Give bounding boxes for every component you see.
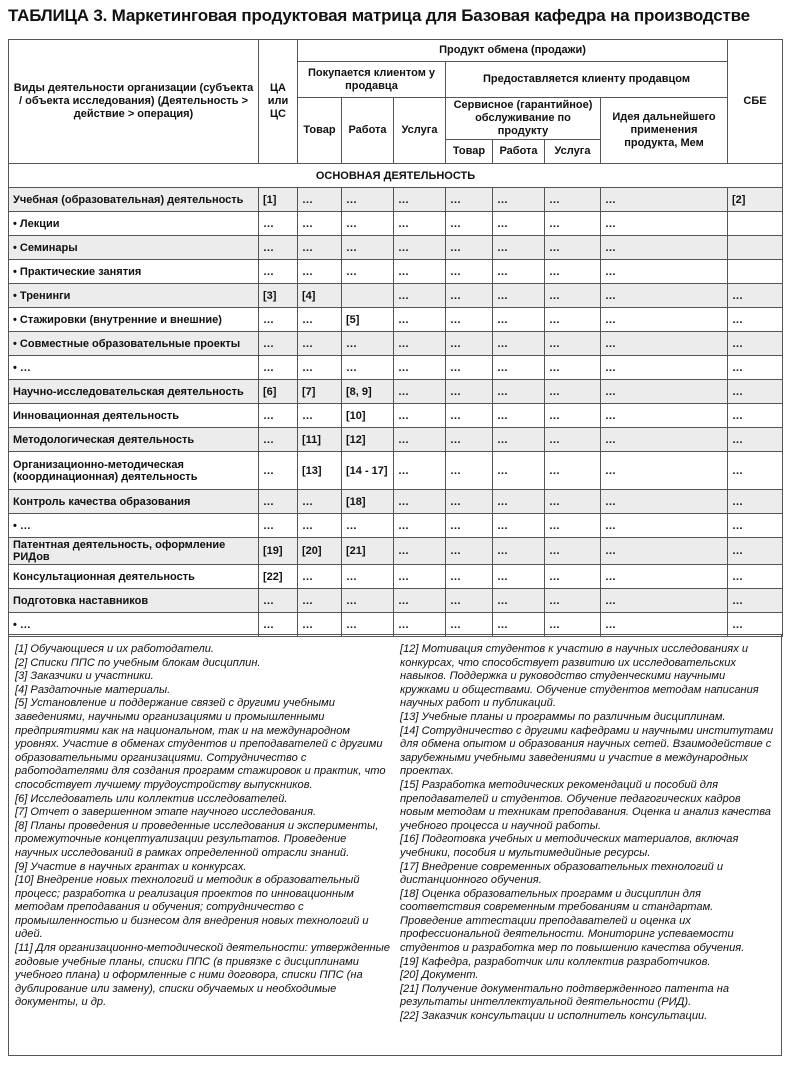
cell-work-2: … xyxy=(493,332,545,356)
cell-service: … xyxy=(394,538,446,565)
cell-service-2: … xyxy=(545,236,601,260)
cell-work: [12] xyxy=(342,428,394,452)
footnote: [5] Установление и поддержание связей с другими учебными заведениями, научными организациями и промышленными предприятиями как на национальном, так и на международном уровнях. Участие в обменах студентов и преподавателей с другими образовательными организациями. Сотрудничество с работодателями для создания программ стажировок и практик, что способствует лучшему трудоустройству выпускников. xyxy=(15,697,386,791)
cell-sbe: … xyxy=(728,332,783,356)
footnote: [21] Получение документально подтвержденного патента на результаты интеллектуальной деятельности (РИД). xyxy=(400,982,729,1009)
footnote: [12] Мотивация студентов к участию в научных исследованиях и конкурсах, что способствует развитию их исследовательских навыков. Поддержка и руководство студенческими научными кружками и обществами. Обучение студентов методам написания научных работ и публикаций. xyxy=(400,643,759,710)
cell-idea: … xyxy=(601,188,728,212)
cell-service: … xyxy=(394,404,446,428)
cell-ca: [6] xyxy=(259,380,298,404)
cell-idea: … xyxy=(601,260,728,284)
cell-idea: … xyxy=(601,613,728,637)
cell-work-2: … xyxy=(493,188,545,212)
activity-label: Патентная деятельность, оформление РИДов xyxy=(9,538,259,565)
cell-service: … xyxy=(394,380,446,404)
footnotes-right-column xyxy=(400,643,775,1051)
cell-work: … xyxy=(342,260,394,284)
cell-service: … xyxy=(394,332,446,356)
cell-sbe: … xyxy=(728,308,783,332)
activity-label: • … xyxy=(9,514,259,538)
header-provided: Предоставляется клиенту продавцом xyxy=(446,62,728,98)
cell-service-2: … xyxy=(545,356,601,380)
footnote: [15] Разработка методических рекомендаций и пособий для преподавателей и студентов. Обучение педагогических кадров новым методам и техникам преподавания. Оценка и анализ качества учебного процесса и научной работы. xyxy=(400,778,771,832)
footnote: [11] Для организационно-методической деятельности: утвержденные годовые учебные планы, списки ППС (в привязке с дисциплинами учебного плана) и оформленные с ними договора, списки ППС (на дублирование или замену), списки обучаемых и необходимые документы, и др. xyxy=(15,942,390,1009)
cell-service: … xyxy=(394,284,446,308)
cell-work-2: … xyxy=(493,565,545,589)
footnotes xyxy=(8,634,782,1056)
cell-work: [18] xyxy=(342,490,394,514)
footnote: [6] Исследователь или коллектив исследователей. xyxy=(15,792,288,805)
footnote: [13] Учебные планы и программы по различным дисциплинам. xyxy=(400,710,726,723)
section-row xyxy=(9,164,783,188)
cell-service-2: … xyxy=(545,565,601,589)
cell-goods: [7] xyxy=(298,380,342,404)
cell-work: … xyxy=(342,565,394,589)
cell-goods: … xyxy=(298,613,342,637)
cell-sbe: … xyxy=(728,565,783,589)
footnote: [8] Планы проведения и проведенные исследования и эксперименты, промежуточные концептуализации результатов. Проведение научных исследований в рамках определенной отрасли знаний. xyxy=(15,819,379,859)
cell-service-2: … xyxy=(545,589,601,613)
table-row xyxy=(9,380,783,404)
cell-ca: [22] xyxy=(259,565,298,589)
table-row xyxy=(9,613,783,637)
cell-goods: … xyxy=(298,490,342,514)
activity-label: • Семинары xyxy=(9,236,259,260)
cell-service: … xyxy=(394,308,446,332)
header-goods: Товар xyxy=(298,98,342,164)
cell-idea: … xyxy=(601,236,728,260)
cell-ca: … xyxy=(259,308,298,332)
cell-ca: [1] xyxy=(259,188,298,212)
cell-goods: … xyxy=(298,356,342,380)
cell-work-2: … xyxy=(493,428,545,452)
cell-sbe xyxy=(728,260,783,284)
cell-service-2: … xyxy=(545,514,601,538)
header-activities: Виды деятельности организации (субъекта / объекта исследования) (Деятельность > действие > операция) xyxy=(9,40,259,164)
table-row xyxy=(9,565,783,589)
header-bought: Покупается клиентом у продавца xyxy=(298,62,446,98)
table-row xyxy=(9,538,783,565)
activity-label: Консультационная деятельность xyxy=(9,565,259,589)
cell-idea: … xyxy=(601,332,728,356)
cell-ca: … xyxy=(259,236,298,260)
activity-label: • Лекции xyxy=(9,212,259,236)
table-row xyxy=(9,284,783,308)
cell-ca: [19] xyxy=(259,538,298,565)
cell-ca: … xyxy=(259,356,298,380)
table-row xyxy=(9,260,783,284)
cell-ca: … xyxy=(259,589,298,613)
cell-service: … xyxy=(394,212,446,236)
activity-label: • Тренинги xyxy=(9,284,259,308)
cell-sbe: … xyxy=(728,452,783,490)
header-service-2: Услуга xyxy=(545,140,601,164)
cell-service: … xyxy=(394,188,446,212)
cell-work-2: … xyxy=(493,236,545,260)
cell-service-2: … xyxy=(545,260,601,284)
cell-goods-2: … xyxy=(446,565,493,589)
cell-sbe: … xyxy=(728,284,783,308)
footnote: [16] Подготовка учебных и методических материалов, включая учебники, пособия и мультимедийные ресурсы. xyxy=(400,833,739,859)
cell-ca: … xyxy=(259,514,298,538)
table-row xyxy=(9,356,783,380)
cell-idea: … xyxy=(601,589,728,613)
product-matrix-table xyxy=(8,39,783,637)
cell-service-2: … xyxy=(545,613,601,637)
table-row xyxy=(9,452,783,490)
activity-label: Научно-исследовательская деятельность xyxy=(9,380,259,404)
cell-sbe xyxy=(728,212,783,236)
cell-goods-2: … xyxy=(446,613,493,637)
cell-service: … xyxy=(394,236,446,260)
cell-goods: … xyxy=(298,332,342,356)
cell-ca: … xyxy=(259,260,298,284)
page-title: ТАБЛИЦА 3. Маркетинговая продуктовая матрица для Базовая кафедра на производстве xyxy=(8,6,750,25)
cell-goods-2: … xyxy=(446,428,493,452)
cell-goods-2: … xyxy=(446,236,493,260)
footnote: [9] Участие в научных грантах и конкурсах. xyxy=(15,860,247,873)
cell-sbe: … xyxy=(728,404,783,428)
header-service: Услуга xyxy=(394,98,446,164)
footnote: [22] Заказчик консультации и исполнитель консультации. xyxy=(400,1010,708,1023)
cell-service: … xyxy=(394,589,446,613)
cell-service: … xyxy=(394,613,446,637)
cell-service: … xyxy=(394,490,446,514)
cell-sbe: … xyxy=(728,613,783,637)
activity-label: Организационно-методическая (координационная) деятельность xyxy=(9,452,259,490)
cell-service: … xyxy=(394,514,446,538)
cell-sbe: … xyxy=(728,380,783,404)
footnote: [1] Обучающиеся и их работодатели. xyxy=(15,643,214,655)
cell-work-2: … xyxy=(493,514,545,538)
cell-work: … xyxy=(342,332,394,356)
cell-service: … xyxy=(394,565,446,589)
header-ca: ЦА или ЦС xyxy=(259,40,298,164)
cell-service-2: … xyxy=(545,490,601,514)
cell-ca: … xyxy=(259,404,298,428)
cell-goods-2: … xyxy=(446,284,493,308)
cell-work: … xyxy=(342,236,394,260)
cell-goods-2: … xyxy=(446,356,493,380)
cell-goods-2: … xyxy=(446,212,493,236)
cell-goods: … xyxy=(298,565,342,589)
header-goods-2: Товар xyxy=(446,140,493,164)
cell-work: [8, 9] xyxy=(342,380,394,404)
activity-label: • … xyxy=(9,613,259,637)
header-sbe: СБЕ xyxy=(728,40,783,164)
cell-goods-2: … xyxy=(446,538,493,565)
cell-work: … xyxy=(342,589,394,613)
cell-idea: … xyxy=(601,538,728,565)
cell-idea: … xyxy=(601,356,728,380)
footnote: [3] Заказчики и участники. xyxy=(15,670,154,683)
cell-work-2: … xyxy=(493,404,545,428)
table-row xyxy=(9,188,783,212)
cell-service: … xyxy=(394,260,446,284)
cell-idea: … xyxy=(601,284,728,308)
cell-ca: … xyxy=(259,613,298,637)
activity-label: • … xyxy=(9,356,259,380)
footnote: [14] Сотрудничество с другими кафедрами и научными институтами для обмена опытом и образования научных сетей. Взаимодействие с зарубежными учебными заведениями и участие в международных проектах. xyxy=(400,724,774,778)
cell-service: … xyxy=(394,452,446,490)
cell-ca: … xyxy=(259,212,298,236)
cell-work: … xyxy=(342,188,394,212)
table-row xyxy=(9,428,783,452)
header-product-exchange: Продукт обмена (продажи) xyxy=(298,40,728,62)
cell-work: [10] xyxy=(342,404,394,428)
footnote: [18] Оценка образовательных программ и дисциплин для соответствия современным требованиям и стандартам. Проведение аттестации преподавателей и оценка их профессиональной деятельности. Мониторинг успеваемости студентов и разработка мер по повышению качества обучения. xyxy=(400,887,745,955)
cell-service: … xyxy=(394,428,446,452)
cell-idea: … xyxy=(601,514,728,538)
cell-goods-2: … xyxy=(446,452,493,490)
cell-goods-2: … xyxy=(446,188,493,212)
header-work-2: Работа xyxy=(493,140,545,164)
cell-work-2: … xyxy=(493,212,545,236)
cell-goods: … xyxy=(298,404,342,428)
cell-service: … xyxy=(394,356,446,380)
activity-label: Контроль качества образования xyxy=(9,490,259,514)
cell-service-2: … xyxy=(545,452,601,490)
cell-goods-2: … xyxy=(446,308,493,332)
table-row xyxy=(9,490,783,514)
cell-work: … xyxy=(342,613,394,637)
cell-work-2: … xyxy=(493,613,545,637)
cell-sbe: … xyxy=(728,490,783,514)
cell-service-2: … xyxy=(545,380,601,404)
cell-goods: … xyxy=(298,514,342,538)
cell-goods-2: … xyxy=(446,404,493,428)
cell-service-2: … xyxy=(545,428,601,452)
cell-work xyxy=(342,284,394,308)
cell-service-2: … xyxy=(545,538,601,565)
cell-goods: [4] xyxy=(298,284,342,308)
cell-goods-2: … xyxy=(446,490,493,514)
footnote: [10] Внедрение новых технологий и методик в образовательный процесс; разработка и реализация проектов по инновационным методам преподавания и обучения; сотрудничество с промышленностью и бизнесом для внедрения новых технологий и идей. xyxy=(15,874,369,941)
footnote: [7] Отчет о завершенном этапе научного исследования. xyxy=(15,806,317,819)
cell-work-2: … xyxy=(493,260,545,284)
cell-idea: … xyxy=(601,428,728,452)
cell-goods-2: … xyxy=(446,589,493,613)
cell-work: … xyxy=(342,514,394,538)
cell-service-2: … xyxy=(545,308,601,332)
cell-goods-2: … xyxy=(446,380,493,404)
cell-work-2: … xyxy=(493,452,545,490)
cell-goods: … xyxy=(298,188,342,212)
table-row xyxy=(9,236,783,260)
activity-label: Инновационная деятельность xyxy=(9,404,259,428)
footnotes-left-column xyxy=(15,643,390,1051)
cell-work: [14 - 17] xyxy=(342,452,394,490)
cell-goods: [20] xyxy=(298,538,342,565)
cell-work: … xyxy=(342,356,394,380)
table-row xyxy=(9,514,783,538)
cell-idea: … xyxy=(601,380,728,404)
activity-label: • Практические занятия xyxy=(9,260,259,284)
cell-ca: … xyxy=(259,332,298,356)
activity-label: • Совместные образовательные проекты xyxy=(9,332,259,356)
table-row xyxy=(9,332,783,356)
cell-service-2: … xyxy=(545,332,601,356)
header-warranty: Сервисное (гарантийное) обслуживание по продукту xyxy=(446,98,601,140)
footnote: [20] Документ. xyxy=(400,969,479,982)
cell-ca: … xyxy=(259,452,298,490)
cell-goods: … xyxy=(298,308,342,332)
header-idea: Идея дальнейшего применения продукта, Мем xyxy=(601,98,728,164)
cell-goods-2: … xyxy=(446,332,493,356)
cell-service-2: … xyxy=(545,212,601,236)
table-row xyxy=(9,589,783,613)
cell-work: [5] xyxy=(342,308,394,332)
table-row xyxy=(9,404,783,428)
cell-work-2: … xyxy=(493,380,545,404)
cell-sbe: … xyxy=(728,356,783,380)
cell-work-2: … xyxy=(493,589,545,613)
cell-idea: … xyxy=(601,565,728,589)
footnote: [19] Кафедра, разработчик или коллектив разработчиков. xyxy=(400,955,711,968)
cell-service-2: … xyxy=(545,188,601,212)
cell-goods: … xyxy=(298,236,342,260)
cell-goods: … xyxy=(298,212,342,236)
cell-ca: … xyxy=(259,490,298,514)
cell-goods-2: … xyxy=(446,260,493,284)
activity-label: Учебная (образовательная) деятельность xyxy=(9,188,259,212)
cell-goods: [13] xyxy=(298,452,342,490)
cell-goods: … xyxy=(298,260,342,284)
cell-sbe: … xyxy=(728,514,783,538)
activity-label: Подготовка наставников xyxy=(9,589,259,613)
footnote: [17] Внедрение современных образовательных технологий и дистанционного обучения. xyxy=(400,860,724,887)
cell-goods: [11] xyxy=(298,428,342,452)
cell-sbe: … xyxy=(728,589,783,613)
cell-idea: … xyxy=(601,212,728,236)
cell-idea: … xyxy=(601,308,728,332)
cell-sbe: [2] xyxy=(728,188,783,212)
cell-sbe xyxy=(728,236,783,260)
cell-work-2: … xyxy=(493,284,545,308)
cell-idea: … xyxy=(601,452,728,490)
header-work: Работа xyxy=(342,98,394,164)
footnote: [4] Раздаточные материалы. xyxy=(15,683,171,696)
cell-work-2: … xyxy=(493,308,545,332)
cell-goods: … xyxy=(298,589,342,613)
cell-work: [21] xyxy=(342,538,394,565)
table-row xyxy=(9,308,783,332)
cell-work-2: … xyxy=(493,538,545,565)
cell-goods-2: … xyxy=(446,514,493,538)
cell-service-2: … xyxy=(545,284,601,308)
cell-work: … xyxy=(342,212,394,236)
cell-ca: … xyxy=(259,428,298,452)
cell-idea: … xyxy=(601,490,728,514)
activity-label: • Стажировки (внутренние и внешние) xyxy=(9,308,259,332)
cell-sbe: … xyxy=(728,428,783,452)
cell-service-2: … xyxy=(545,404,601,428)
table-row xyxy=(9,212,783,236)
cell-work-2: … xyxy=(493,356,545,380)
cell-sbe: … xyxy=(728,538,783,565)
cell-idea: … xyxy=(601,404,728,428)
cell-ca: [3] xyxy=(259,284,298,308)
cell-work-2: … xyxy=(493,490,545,514)
footnote: [2] Списки ППС по учебным блокам дисциплин. xyxy=(15,656,261,669)
section-label: ОСНОВНАЯ ДЕЯТЕЛЬНОСТЬ xyxy=(9,164,783,188)
activity-label: Методологическая деятельность xyxy=(9,428,259,452)
